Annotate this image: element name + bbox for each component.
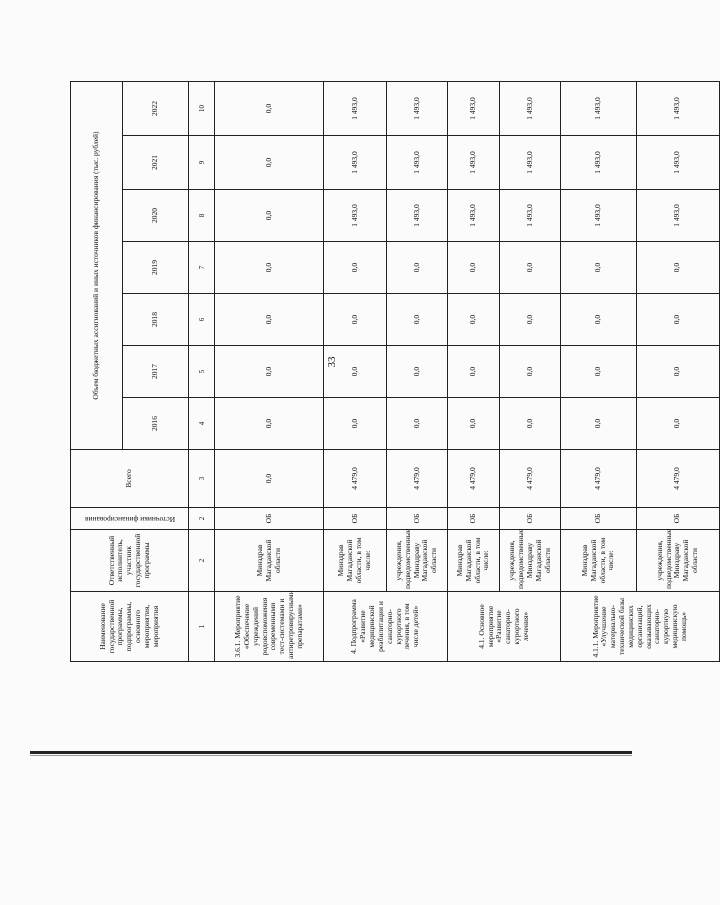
column-number: 9 (189, 136, 215, 190)
row-name: 4.1. Основное мероприятие «Развитие санаторно-курортного лечения» (448, 592, 561, 662)
column-number-row (189, 81, 215, 661)
row-value: 0,0 (324, 294, 386, 346)
column-number: 8 (189, 190, 215, 242)
budget-table (70, 81, 720, 662)
row-value: 1 493,0 (561, 136, 636, 190)
header-year: 2019 (122, 242, 189, 294)
row-value: 1 493,0 (386, 81, 447, 135)
column-number: 3 (189, 450, 215, 508)
row-name: 3.6.1. Мероприятие «Обеспечение учреждений родовспоможения современными тест-системами и антиретровирусными препаратами» (215, 592, 324, 662)
row-value: 0,0 (386, 242, 447, 294)
row-name: 4. Подпрограмма «Развитие медицинской реабилитации и санаторно-курортного лечения, в том числе детей» (324, 592, 448, 662)
row-executor: Минздрав Магаданской области (215, 530, 324, 592)
header-year: 2017 (122, 346, 189, 398)
table-row (386, 81, 447, 661)
row-value: 0,0 (386, 346, 447, 398)
header-row-1 (71, 81, 123, 661)
row-source: ОБ (386, 508, 447, 530)
row-value: 0,0 (386, 398, 447, 450)
row-value: 0,0 (215, 136, 324, 190)
bottom-rule (30, 751, 632, 754)
row-total: 0,0 (215, 450, 324, 508)
row-total: 4 479,0 (386, 450, 447, 508)
header-year: 2020 (122, 190, 189, 242)
row-value: 0,0 (324, 346, 386, 398)
column-number: 2 (189, 508, 215, 530)
column-number: 4 (189, 398, 215, 450)
row-value: 1 493,0 (448, 136, 500, 190)
column-number: 2 (189, 530, 215, 592)
column-number: 10 (189, 81, 215, 135)
row-value: 0,0 (636, 398, 719, 450)
row-executor: Минздрав Магаданской области, в том числе: (324, 530, 386, 592)
row-executor: учреждения, подведомственные Минздраву Магаданской области (636, 530, 719, 592)
table-row (215, 81, 324, 661)
table-row (636, 81, 719, 661)
row-executor: учреждения, подведомственные Минздраву Магаданской области (500, 530, 561, 592)
row-value: 0,0 (448, 294, 500, 346)
row-value: 1 493,0 (448, 81, 500, 135)
row-value: 0,0 (561, 346, 636, 398)
header-year: 2016 (122, 398, 189, 450)
row-value: 0,0 (386, 294, 447, 346)
row-executor: Минздрав Магаданской области, в том числе: (561, 530, 636, 592)
row-executor: учреждения, подведомственные Минздраву Магаданской области (386, 530, 447, 592)
row-total: 4 479,0 (500, 450, 561, 508)
row-value: 0,0 (448, 346, 500, 398)
row-total: 4 479,0 (561, 450, 636, 508)
row-value: 1 493,0 (324, 136, 386, 190)
column-number: 1 (189, 592, 215, 662)
row-source: ОБ (448, 508, 500, 530)
row-value: 0,0 (500, 242, 561, 294)
row-value: 0,0 (500, 294, 561, 346)
row-value: 0,0 (215, 398, 324, 450)
row-value: 1 493,0 (500, 136, 561, 190)
row-source: ОБ (500, 508, 561, 530)
row-total: 4 479,0 (448, 450, 500, 508)
row-value: 0,0 (500, 346, 561, 398)
table-row (561, 81, 636, 661)
row-value: 0,0 (500, 398, 561, 450)
row-value: 0,0 (561, 294, 636, 346)
page-number: 33 (326, 356, 338, 368)
row-total: 4 479,0 (324, 450, 386, 508)
row-value: 0,0 (215, 346, 324, 398)
row-value: 0,0 (448, 398, 500, 450)
header-year: 2018 (122, 294, 189, 346)
row-value: 1 493,0 (500, 81, 561, 135)
row-source: ОБ (636, 508, 719, 530)
row-value: 0,0 (324, 242, 386, 294)
row-value: 0,0 (636, 294, 719, 346)
header-name: Наименование государственной программы, подпрограммы, основного мероприятия, мероприятия (71, 592, 189, 662)
row-value: 1 493,0 (448, 190, 500, 242)
row-value: 1 493,0 (561, 190, 636, 242)
row-value: 0,0 (324, 398, 386, 450)
header-executor: Ответственный исполнитель, участник государственной программы (71, 530, 189, 592)
row-value: 1 493,0 (561, 81, 636, 135)
row-value: 1 493,0 (386, 136, 447, 190)
row-value: 0,0 (561, 398, 636, 450)
row-value: 0,0 (215, 190, 324, 242)
row-source: ОБ (215, 508, 324, 530)
row-value: 1 493,0 (324, 190, 386, 242)
row-value: 1 493,0 (636, 190, 719, 242)
row-name: 4.1.1. Мероприятие «Улучшение материально-технической базы медицинских организаций, оказывающих санаторно-курортную медицинскую помощь» (561, 592, 720, 662)
row-value: 1 493,0 (386, 190, 447, 242)
column-number: 6 (189, 294, 215, 346)
row-source: ОБ (324, 508, 386, 530)
row-source: ОБ (561, 508, 636, 530)
table-row (500, 81, 561, 661)
header-source: Источники финансирования (71, 508, 189, 530)
rotated-table-container (70, 82, 720, 662)
row-value: 0,0 (215, 294, 324, 346)
header-year: 2022 (122, 81, 189, 135)
table-row (324, 81, 386, 661)
row-value: 1 493,0 (636, 136, 719, 190)
row-value: 0,0 (448, 242, 500, 294)
row-value: 0,0 (561, 242, 636, 294)
column-number: 5 (189, 346, 215, 398)
table-row (448, 81, 500, 661)
row-value: 0,0 (636, 242, 719, 294)
row-value: 1 493,0 (636, 81, 719, 135)
column-number: 7 (189, 242, 215, 294)
row-total: 4 479,0 (636, 450, 719, 508)
row-value: 0,0 (636, 346, 719, 398)
row-value: 1 493,0 (500, 190, 561, 242)
row-value: 1 493,0 (324, 81, 386, 135)
header-total: Всего (71, 450, 189, 508)
header-year: 2021 (122, 136, 189, 190)
row-value: 0,0 (215, 242, 324, 294)
row-executor: Минздрав Магаданской области, в том числе: (448, 530, 500, 592)
header-volume: Объем бюджетных ассигнований и иных источников финансирования (тыс. рублей) (71, 81, 123, 449)
row-value: 0,0 (215, 81, 324, 135)
